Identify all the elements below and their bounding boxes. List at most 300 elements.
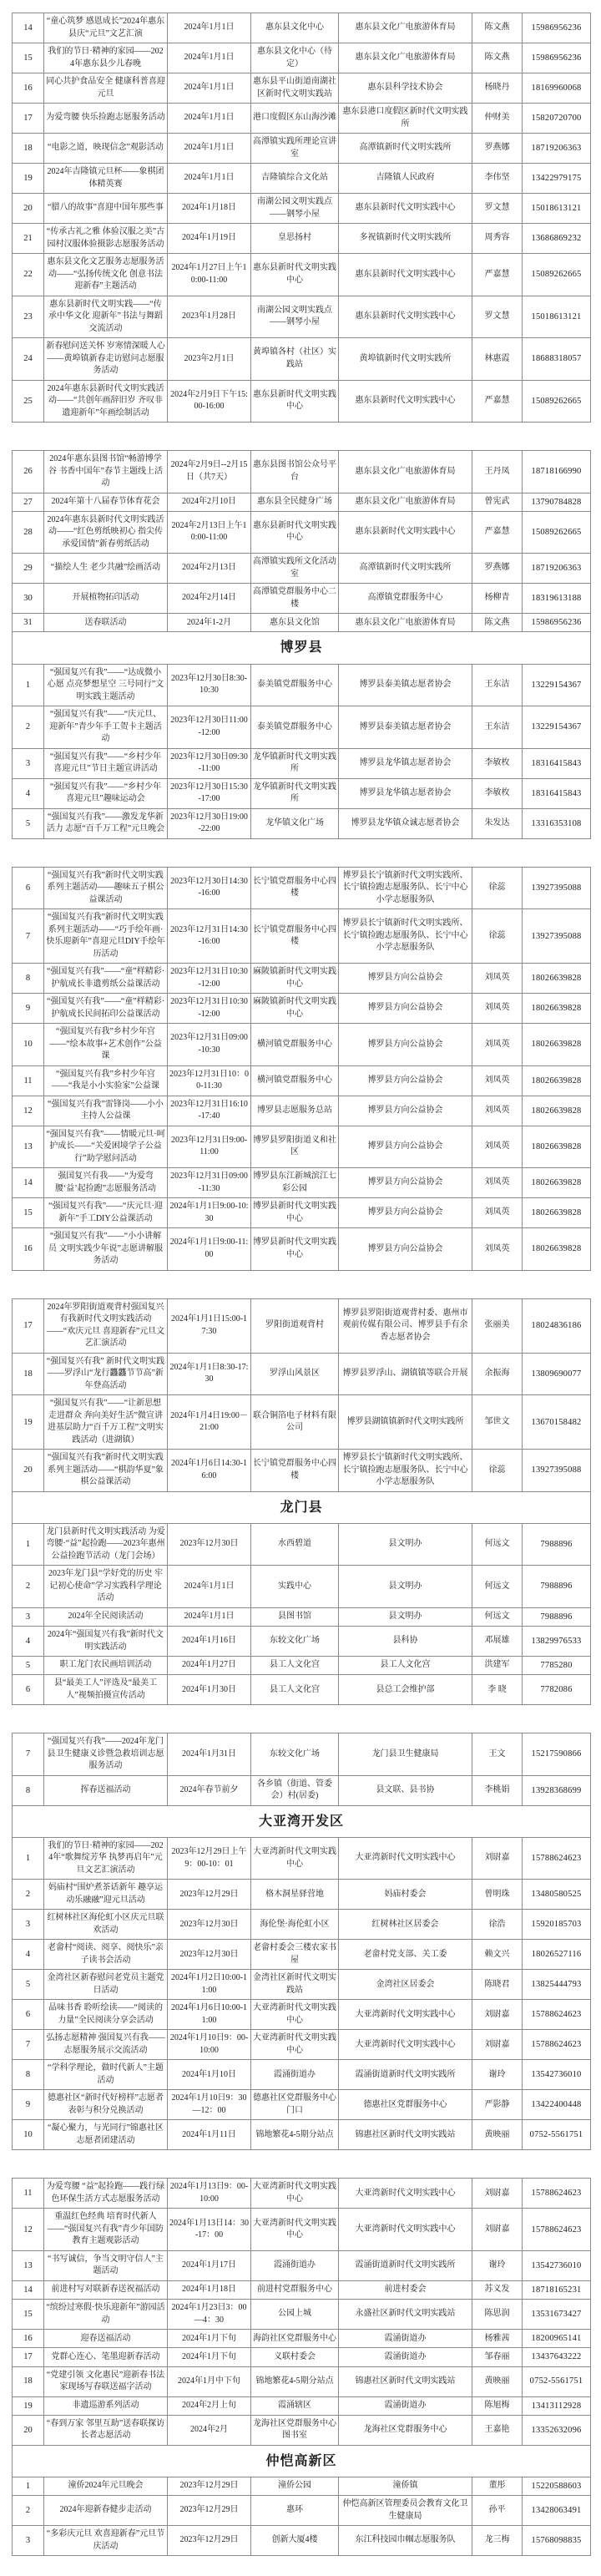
- activity-name-cell: 惠东县新时代文明实践——“传承中华文化 迎新年”书法与舞蹈交流活动: [44, 296, 168, 338]
- activity-location-cell: 长宁镇党群服务中心四楼: [251, 867, 339, 909]
- activity-name-cell: 我们的节日·精神的家园——2024年惠东县少儿春晚: [44, 43, 168, 73]
- row-number-cell: 27: [13, 493, 44, 511]
- activity-date-cell: 2024年1月17日: [168, 2250, 251, 2280]
- activity-location-cell: 金湾社区新时代文明实践站: [251, 1970, 339, 2000]
- organizer-cell: 博罗县长宁镇新时代文明实践所、长宁镇捡跑志愿服务队、长宁中心小学志愿服务队: [339, 867, 472, 909]
- phone-number-cell: 13229154367: [523, 664, 591, 706]
- activity-location-cell: 博罗县新时代文明实践中心: [251, 1198, 339, 1228]
- activity-name-cell: “强国复兴有我”——“童”样精彩·护航成长非遗剪纸公益课活动: [44, 964, 168, 994]
- organizer-cell: 县工人文化宫: [339, 1657, 472, 1675]
- phone-number-cell: 13422979175: [523, 164, 591, 194]
- activity-date-cell: 2024年2月14日: [168, 584, 251, 614]
- phone-number-cell: 18026639828: [523, 1065, 591, 1096]
- activity-date-cell: 2024年1月1日8:30-17:30: [168, 1353, 251, 1395]
- activity-location-cell: 惠东县文化馆: [251, 614, 339, 632]
- table-row: [13, 1353, 591, 1395]
- organizer-cell: 惠东县新时代文明实践中心: [339, 511, 472, 554]
- activity-date-cell: 2024年1月16日: [168, 1627, 251, 1657]
- phone-number-cell: 18688318057: [523, 338, 591, 381]
- contact-name-cell: 刘凤英: [472, 1065, 523, 1096]
- table-row: [13, 554, 591, 584]
- table-row: [13, 2330, 591, 2348]
- activity-location-cell: 惠东县文化中心: [251, 13, 339, 43]
- activity-location-cell: 东较文化广场: [251, 1627, 339, 1657]
- organizer-cell: 惠东县新时代文明实践中心: [339, 254, 472, 296]
- row-number-cell: 9: [13, 994, 44, 1024]
- organizer-cell: 锦惠社区新时代文明实践站: [339, 2366, 472, 2396]
- phone-number-cell: 15089262665: [523, 511, 591, 554]
- contact-name-cell: 孙平: [472, 2496, 523, 2526]
- activity-location-cell: 博罗县新时代文明实践中心: [251, 1228, 339, 1271]
- phone-number-cell: 18319613188: [523, 584, 591, 614]
- activity-date-cell: 2023年12月30日8:30-10:30: [168, 664, 251, 706]
- activity-location-cell: 大亚湾新时代文明实践中心: [251, 2209, 339, 2251]
- activity-date-cell: 2024年1月1日: [168, 13, 251, 43]
- contact-name-cell: 仲财美: [472, 104, 523, 134]
- row-number-cell: 17: [13, 2348, 44, 2366]
- table-row: [13, 1024, 591, 1066]
- activity-name-cell: 2024年第十八届春节体育花会: [44, 493, 168, 511]
- organizer-cell: 老畲村党支部、关工委: [339, 1940, 472, 1970]
- activity-name-cell: “春到万家 邻里互助”送春联探访长者志愿活动: [44, 2415, 168, 2445]
- table-row: [13, 2348, 591, 2366]
- organizer-cell: 多祝镇新时代文明实践所: [339, 224, 472, 254]
- contact-name-cell: 苏义发: [472, 2280, 523, 2299]
- activity-name-cell: “强国复兴有我”——“庆元旦、迎新年”青少年手工贺卡主题活动: [44, 706, 168, 749]
- phone-number-cell: 18026639828: [523, 964, 591, 994]
- row-number-cell: 11: [13, 2179, 44, 2209]
- row-number-cell: 3: [13, 1910, 44, 1940]
- organizer-cell: 博罗县罗阳街道观背村委、惠州市观前传媒有限公司、博罗县手有余香志愿者协会: [339, 1298, 472, 1353]
- activity-date-cell: 2023年12月31日10:30-12:00: [168, 964, 251, 994]
- activity-location-cell: 惠东县平山街道南湖社区新时代文明实践站: [251, 73, 339, 104]
- activity-name-cell: “强国复兴有我”雷锋岗——小小主持人公益课: [44, 1096, 168, 1126]
- table-row: [13, 1298, 591, 1353]
- contact-name-cell: 李敏枚: [472, 748, 523, 778]
- activity-location-cell: 惠东县新时代文明实践中心: [251, 254, 339, 296]
- activity-location-cell: 惠东县全民健身广场: [251, 493, 339, 511]
- activity-name-cell: 送春联活动: [44, 614, 168, 632]
- contact-name-cell: 徐蕊: [472, 867, 523, 909]
- phone-number-cell: 7785280: [523, 1657, 591, 1675]
- table-row: [13, 1065, 591, 1096]
- contact-name-cell: 陈晓君: [472, 1970, 523, 2000]
- activity-date-cell: 2024年1月6日10:00-11:00: [168, 2000, 251, 2030]
- activity-location-cell: 义联村委会: [251, 2348, 339, 2366]
- contact-name-cell: 李伟坚: [472, 164, 523, 194]
- activity-location-cell: 大亚湾新时代文明实践中心: [251, 2030, 339, 2060]
- activity-name-cell: 2024年“强国复兴有我”新时代文明实践活动: [44, 1627, 168, 1657]
- activity-name-cell: “多彩庆元旦 欢喜迎新春”元旦节庆活动: [44, 2526, 168, 2556]
- table-row: [13, 493, 591, 511]
- activity-location-cell: 吉隆镇综合文化站: [251, 164, 339, 194]
- activity-location-cell: 博罗县罗阳街道义和社区: [251, 1126, 339, 1168]
- phone-number-cell: 18026639828: [523, 1198, 591, 1228]
- row-number-cell: 4: [13, 1627, 44, 1657]
- row-number-cell: 24: [13, 338, 44, 381]
- activity-name-cell: 为爱弯腰 快乐捡跑志愿服务活动: [44, 104, 168, 134]
- row-number-cell: 18: [13, 1353, 44, 1395]
- activity-name-cell: “书写诚信，争当文明守信人”主题活动: [44, 2250, 168, 2280]
- phone-number-cell: 7988896: [523, 1566, 591, 1608]
- phone-number-cell: 18026527116: [523, 1940, 591, 1970]
- row-number-cell: 6: [13, 2000, 44, 2030]
- table-row: [13, 511, 591, 554]
- organizer-cell: 大亚湾新时代文明实践中心: [339, 1837, 472, 1880]
- activity-date-cell: 2024年1月1日: [168, 134, 251, 164]
- organizer-cell: 县文明办: [339, 1607, 472, 1626]
- row-number-cell: 2: [13, 1566, 44, 1608]
- row-number-cell: 2: [13, 1880, 44, 1910]
- activity-table: [0, 13, 601, 2556]
- activity-location-cell: 罗阳街道观背村: [251, 1298, 339, 1353]
- row-number-cell: 1: [13, 2477, 44, 2496]
- activity-date-cell: 2024年1月1日: [168, 1566, 251, 1608]
- contact-name-cell: 何远文: [472, 1523, 523, 1566]
- activity-date-cell: 2024年1-2月: [168, 614, 251, 632]
- row-number-cell: 11: [13, 1065, 44, 1096]
- contact-name-cell: 刘尉嘉: [472, 1837, 523, 1880]
- table-row: [13, 2280, 591, 2299]
- activity-name-cell: “描绘人生 老少共融”绘画活动: [44, 554, 168, 584]
- table-row: [13, 1940, 591, 1970]
- activity-date-cell: 2024年1月10日9：00-10:00: [168, 2030, 251, 2060]
- phone-number-cell: 0752-5561751: [523, 2120, 591, 2150]
- activity-location-cell: 惠东县图书馆公众号平台: [251, 451, 339, 493]
- organizer-cell: 大亚湾新时代文明实践中心: [339, 2000, 472, 2030]
- organizer-cell: 县科协: [339, 1627, 472, 1657]
- activity-date-cell: 2023年12月30日15:30-17:00: [168, 778, 251, 808]
- activity-location-cell: 龙华镇文化广场: [251, 808, 339, 838]
- contact-name-cell: 严影静: [472, 2090, 523, 2120]
- activity-date-cell: 2024年2月9日下午15:00-16:00: [168, 380, 251, 423]
- activity-location-cell: 泰美镇党群服务中心: [251, 664, 339, 706]
- table-row: [13, 451, 591, 493]
- activity-name-cell: “强国复兴有我”新时代文明实践系列主题活动——“棋韵华夏”象棋公益课活动: [44, 1450, 168, 1492]
- activity-name-cell: “强国复兴有我”——“乡村少年 喜迎元旦”趣味运动会: [44, 778, 168, 808]
- contact-name-cell: 曾明珠: [472, 1880, 523, 1910]
- phone-number-cell: 15788624623: [523, 1837, 591, 1880]
- row-number-cell: 18: [13, 2366, 44, 2396]
- row-number-cell: 5: [13, 1970, 44, 2000]
- activity-name-cell: “童心筑梦 感恩成长”2024年惠东县庆“元旦”文艺汇演: [44, 13, 168, 43]
- phone-number-cell: 13542736010: [523, 2060, 591, 2090]
- activity-location-cell: 水西碧道: [251, 1523, 339, 1566]
- organizer-cell: 东江科技园巾帼志愿服务队: [339, 2526, 472, 2556]
- row-number-cell: 7: [13, 2030, 44, 2060]
- contact-name-cell: 刘尉嘉: [472, 2179, 523, 2209]
- contact-name-cell: 邹春丽: [472, 2348, 523, 2366]
- activity-location-cell: 公园上城: [251, 2300, 339, 2330]
- contact-name-cell: 刘凤英: [472, 1228, 523, 1271]
- organizer-cell: 博罗县方向公益协会: [339, 1126, 472, 1168]
- table-row: [13, 2250, 591, 2280]
- contact-name-cell: 陈思润: [472, 2300, 523, 2330]
- row-number-cell: 8: [13, 1775, 44, 1805]
- district-section-header: 仲恺高新区: [13, 2445, 591, 2477]
- activity-name-cell: “强国复兴有我”新时代文明实践系列主题活动——“巧手绘年画·快乐迎新年”喜迎元旦DIY手绘年历活动: [44, 909, 168, 964]
- phone-number-cell: 18718166990: [523, 451, 591, 493]
- activity-name-cell: “党建引领 文化惠民”迎新春书法家现场写春联送福字活动: [44, 2366, 168, 2396]
- table-row: [13, 2366, 591, 2396]
- organizer-cell: 大亚湾新时代文明实践中心: [339, 2209, 472, 2251]
- organizer-cell: 德惠社区党群服务中心: [339, 2090, 472, 2120]
- row-number-cell: 23: [13, 296, 44, 338]
- organizer-cell: 博罗县方向公益协会: [339, 1198, 472, 1228]
- table-row: [13, 1450, 591, 1492]
- row-number-cell: 17: [13, 1298, 44, 1353]
- activity-location-cell: 龙华镇新时代文明实践所: [251, 778, 339, 808]
- organizer-cell: 惠东县文化广电旅游体育局: [339, 13, 472, 43]
- organizer-cell: 高潭镇党群服务中心: [339, 584, 472, 614]
- organizer-cell: 霞涌街道办: [339, 2330, 472, 2348]
- organizer-cell: 高潭镇新时代文明实践所: [339, 134, 472, 164]
- table-row: [13, 748, 591, 778]
- activity-date-cell: 2023年2月1日: [168, 338, 251, 381]
- phone-number-cell: 15768098835: [523, 2526, 591, 2556]
- row-number-cell: 8: [13, 964, 44, 994]
- activity-name-cell: 2023年龙门县“学好党的历史 牢记初心使命”学习实践科学理论活动: [44, 1566, 168, 1608]
- contact-name-cell: 李 晓: [472, 1675, 523, 1705]
- table-row: [13, 2060, 591, 2090]
- activity-location-cell: 长宁镇党群服务中心四楼: [251, 1450, 339, 1492]
- activity-location-cell: 黄埠镇各村（社区）实践站: [251, 338, 339, 381]
- activity-date-cell: 2024年1月23日3：00—4：30: [168, 2300, 251, 2330]
- row-number-cell: 14: [13, 13, 44, 43]
- table-row: [13, 1607, 591, 1626]
- phone-number-cell: 7782086: [523, 1675, 591, 1705]
- row-number-cell: 7: [13, 909, 44, 964]
- activity-date-cell: 2024年1月下旬: [168, 2330, 251, 2348]
- contact-name-cell: 林惠霞: [472, 338, 523, 381]
- activity-location-cell: 横河镇党群服务中心: [251, 1065, 339, 1096]
- organizer-cell: 惠东县科学技术协会: [339, 73, 472, 104]
- phone-number-cell: 13428063491: [523, 2496, 591, 2526]
- phone-number-cell: 15089262665: [523, 254, 591, 296]
- contact-name-cell: 陈文燕: [472, 13, 523, 43]
- activity-date-cell: 2023年12月30日11:00-12:00: [168, 706, 251, 749]
- activity-date-cell: 2024年1月1日: [168, 73, 251, 104]
- phone-number-cell: 13825444793: [523, 1970, 591, 2000]
- activity-date-cell: 2023年12月29日: [168, 2496, 251, 2526]
- activity-date-cell: 2024年1月18日: [168, 194, 251, 224]
- organizer-cell: 高潭镇新时代文明实践所: [339, 554, 472, 584]
- contact-name-cell: 徐蕊: [472, 1450, 523, 1492]
- row-number-cell: 12: [13, 2209, 44, 2251]
- contact-name-cell: 杨柳青: [472, 584, 523, 614]
- activity-date-cell: 2024年1月13日14：30-17：00: [168, 2209, 251, 2251]
- contact-name-cell: 余振海: [472, 1353, 523, 1395]
- activity-date-cell: 2024年1月13日9：00-10:00: [168, 2179, 251, 2209]
- table-row: [13, 1523, 591, 1566]
- row-number-cell: 5: [13, 1657, 44, 1675]
- contact-name-cell: 杨雅茜: [472, 2330, 523, 2348]
- activity-table-chunk-2: [12, 450, 591, 839]
- activity-name-cell: “传承古礼之雅 体验汉服之美”古园村汉服体验摄影志愿服务活动: [44, 224, 168, 254]
- phone-number-cell: 13422400448: [523, 2090, 591, 2120]
- table-row: [13, 2120, 591, 2150]
- activity-location-cell: 港口度假区东山海沙滩: [251, 104, 339, 134]
- activity-table-chunk-1: [12, 13, 591, 423]
- row-number-cell: 13: [13, 2250, 44, 2280]
- contact-name-cell: 刘尉嘉: [472, 2209, 523, 2251]
- organizer-cell: 博罗县方向公益协会: [339, 1096, 472, 1126]
- activity-location-cell: 创新大厦4楼: [251, 2526, 339, 2556]
- activity-name-cell: 职工龙门农民画培训活动: [44, 1657, 168, 1675]
- activity-name-cell: 2024年吉隆镇元旦杯——象棋团体精英赛: [44, 164, 168, 194]
- activity-date-cell: 2024年1月中下旬: [168, 2366, 251, 2396]
- organizer-cell: 仲恺高新区管理委员会教育文化卫生健康局: [339, 2496, 472, 2526]
- activity-date-cell: 2024年1月1日9:00-11:00: [168, 1228, 251, 1271]
- contact-name-cell: 陈旭梅: [472, 2396, 523, 2415]
- activity-location-cell: 联合铜箔电子材料有限公司: [251, 1395, 339, 1450]
- row-number-cell: 5: [13, 808, 44, 838]
- row-number-cell: 19: [13, 1395, 44, 1450]
- contact-name-cell: 刘凤英: [472, 1126, 523, 1168]
- activity-date-cell: 2024年2月9日--2月15日（共7天）: [168, 451, 251, 493]
- row-number-cell: 15: [13, 2300, 44, 2330]
- contact-name-cell: 赖文兴: [472, 1940, 523, 1970]
- activity-location-cell: 泰美镇党群服务中心: [251, 706, 339, 749]
- phone-number-cell: 15788624623: [523, 2209, 591, 2251]
- table-row: [13, 706, 591, 749]
- organizer-cell: 博罗县方向公益协会: [339, 1168, 472, 1198]
- activity-location-cell: 麻陂镇新时代文明实践中心: [251, 964, 339, 994]
- activity-name-cell: 新春慰问送关怀 岁寒情深暖人心——黄埠镇新春走访慰问志愿服务活动: [44, 338, 168, 381]
- activity-date-cell: 2024年2月: [168, 2415, 251, 2445]
- contact-name-cell: 王东洁: [472, 664, 523, 706]
- row-number-cell: 6: [13, 1675, 44, 1705]
- activity-name-cell: 为爱弯腰 “益”起捡跑——践行绿色环保生活方式志愿服务活动: [44, 2179, 168, 2209]
- row-number-cell: 25: [13, 380, 44, 423]
- table-row: [13, 1880, 591, 1910]
- phone-number-cell: 13316353108: [523, 808, 591, 838]
- contact-name-cell: 王丹凤: [472, 451, 523, 493]
- activity-name-cell: “强国复兴有我”乡村少年宫——“我是小小实验家”公益课: [44, 1065, 168, 1096]
- activity-location-cell: 横河镇党群服务中心: [251, 1024, 339, 1066]
- row-number-cell: 15: [13, 43, 44, 73]
- contact-name-cell: 严嘉慧: [472, 380, 523, 423]
- activity-name-cell: 惠东县文化文艺服务志愿服务活动——“弘扬传统文化 创意书法迎新春”主题活动: [44, 254, 168, 296]
- activity-date-cell: 2023年12月29日上午9：00-10：01: [168, 1837, 251, 1880]
- activity-name-cell: 妈庙村“围炉煮茶话新年 趣享运动乐融融”迎元旦活动: [44, 1880, 168, 1910]
- activity-location-cell: 惠环: [251, 2496, 339, 2526]
- phone-number-cell: 13413112928: [523, 2396, 591, 2415]
- activity-date-cell: 2023年1月28日: [168, 296, 251, 338]
- table-row: [13, 1837, 591, 1880]
- table-row: [13, 254, 591, 296]
- contact-name-cell: 罗燕娜: [472, 554, 523, 584]
- table-row: [13, 2090, 591, 2120]
- phone-number-cell: 15986956236: [523, 614, 591, 632]
- phone-number-cell: 13229154367: [523, 706, 591, 749]
- row-number-cell: 4: [13, 778, 44, 808]
- activity-name-cell: 潼侨2024年元旦晚会: [44, 2477, 168, 2496]
- table-row: [13, 1395, 591, 1450]
- activity-location-cell: 德惠社区党群服务中心门口: [251, 2090, 339, 2120]
- phone-number-cell: 15986956236: [523, 43, 591, 73]
- activity-date-cell: 2024年1月11日: [168, 2120, 251, 2150]
- phone-number-cell: 15217590866: [523, 1733, 591, 1776]
- contact-name-cell: 朱发达: [472, 808, 523, 838]
- activity-location-cell: 霞涌街道办: [251, 2060, 339, 2090]
- contact-name-cell: 王东洁: [472, 706, 523, 749]
- activity-date-cell: 2024年1月27日: [168, 1657, 251, 1675]
- activity-location-cell: 长宁镇党群服务中心四楼: [251, 909, 339, 964]
- activity-location-cell: 高潭镇实践所文化活动室: [251, 554, 339, 584]
- phone-number-cell: 18024836186: [523, 1298, 591, 1353]
- activity-location-cell: 高潭镇党群服务中心二楼: [251, 584, 339, 614]
- phone-number-cell: 18026639828: [523, 1168, 591, 1198]
- activity-name-cell: 2024年惠东县图书馆“畅游博学谷 书香中国年”春节主题线上活动: [44, 451, 168, 493]
- contact-name-cell: 李敏枚: [472, 778, 523, 808]
- activity-location-cell: 潼侨公园: [251, 2477, 339, 2496]
- activity-name-cell: 同心共护食品安全 健康科普喜迎元旦: [44, 73, 168, 104]
- contact-name-cell: 罗燕娜: [472, 134, 523, 164]
- organizer-cell: 博罗县方向公益协会: [339, 1065, 472, 1096]
- organizer-cell: 惠东县港口度假区新时代文明实践所: [339, 104, 472, 134]
- row-number-cell: 16: [13, 73, 44, 104]
- phone-number-cell: 15788624623: [523, 2030, 591, 2060]
- activity-date-cell: 2024年1月1日9:00-10:30: [168, 1198, 251, 1228]
- activity-location-cell: 海伦堡·海伦虹小区: [251, 1910, 339, 1940]
- organizer-cell: 县文明办: [339, 1523, 472, 1566]
- phone-number-cell: 15018613121: [523, 296, 591, 338]
- activity-date-cell: 2024年1月10日9：30—12：00: [168, 2090, 251, 2120]
- contact-name-cell: 刘凤英: [472, 1024, 523, 1066]
- contact-name-cell: 罗文慧: [472, 296, 523, 338]
- table-row: [13, 194, 591, 224]
- activity-location-cell: 博罗县志愿服务总站: [251, 1096, 339, 1126]
- organizer-cell: 霞涌街道办: [339, 2396, 472, 2415]
- row-number-cell: 2: [13, 706, 44, 749]
- organizer-cell: 大亚湾新时代文明实践中心: [339, 2030, 472, 2060]
- activity-date-cell: 2023年12月30日09:30-11:00: [168, 748, 251, 778]
- organizer-cell: 惠东县新时代文明实践中心: [339, 380, 472, 423]
- organizer-cell: 博罗县长宁镇新时代文明实践所、长宁镇捡跑志愿服务队、长宁中心小学志愿服务队: [339, 1450, 472, 1492]
- activity-date-cell: 2024年春节前夕: [168, 1775, 251, 1805]
- phone-number-cell: 15018613121: [523, 194, 591, 224]
- organizer-cell: 龙海社区党群服务中心: [339, 2415, 472, 2445]
- row-number-cell: 19: [13, 164, 44, 194]
- table-row: [13, 2030, 591, 2060]
- phone-number-cell: 13531673427: [523, 2300, 591, 2330]
- organizer-cell: 大亚湾新时代文明实践中心: [339, 2179, 472, 2209]
- contact-name-cell: 周秀容: [472, 224, 523, 254]
- activity-location-cell: 罗浮山风景区: [251, 1353, 339, 1395]
- organizer-cell: 霞涌街道办: [339, 2348, 472, 2366]
- activity-name-cell: 金湾社区新春慰问老党员主题党日活动: [44, 1970, 168, 2000]
- activity-location-cell: 龙华镇新时代文明实践所: [251, 748, 339, 778]
- contact-name-cell: 王嘉艳: [472, 2415, 523, 2445]
- phone-number-cell: 13480580525: [523, 1880, 591, 1910]
- organizer-cell: 惠东县文化广电旅游体育局: [339, 614, 472, 632]
- activity-location-cell: 惠东县新时代文明实践中心: [251, 511, 339, 554]
- activity-date-cell: 2023年12月31日9:00-11:00: [168, 1126, 251, 1168]
- activity-date-cell: 2024年2月上旬: [168, 2396, 251, 2415]
- activity-name-cell: 品味书香 聆听绘读——“阅读的力量”全民阅读分享会活动: [44, 2000, 168, 2030]
- activity-date-cell: 2024年1月2日10:00-11:00: [168, 1970, 251, 2000]
- table-row: [13, 1566, 591, 1608]
- contact-name-cell: 何远文: [472, 1566, 523, 1608]
- table-row: [13, 2209, 591, 2251]
- activity-location-cell: 前进村党群服务中心: [251, 2280, 339, 2299]
- contact-name-cell: 陈文燕: [472, 43, 523, 73]
- table-row: [13, 2396, 591, 2415]
- organizer-cell: 惠东县新时代文明实践中心: [339, 296, 472, 338]
- activity-name-cell: 2024年罗阳街道观背村强国复兴有我新时代文明实践活动——“欢庆元旦 喜迎新春”元旦文艺汇演活动: [44, 1298, 168, 1353]
- contact-name-cell: 罗文慧: [472, 194, 523, 224]
